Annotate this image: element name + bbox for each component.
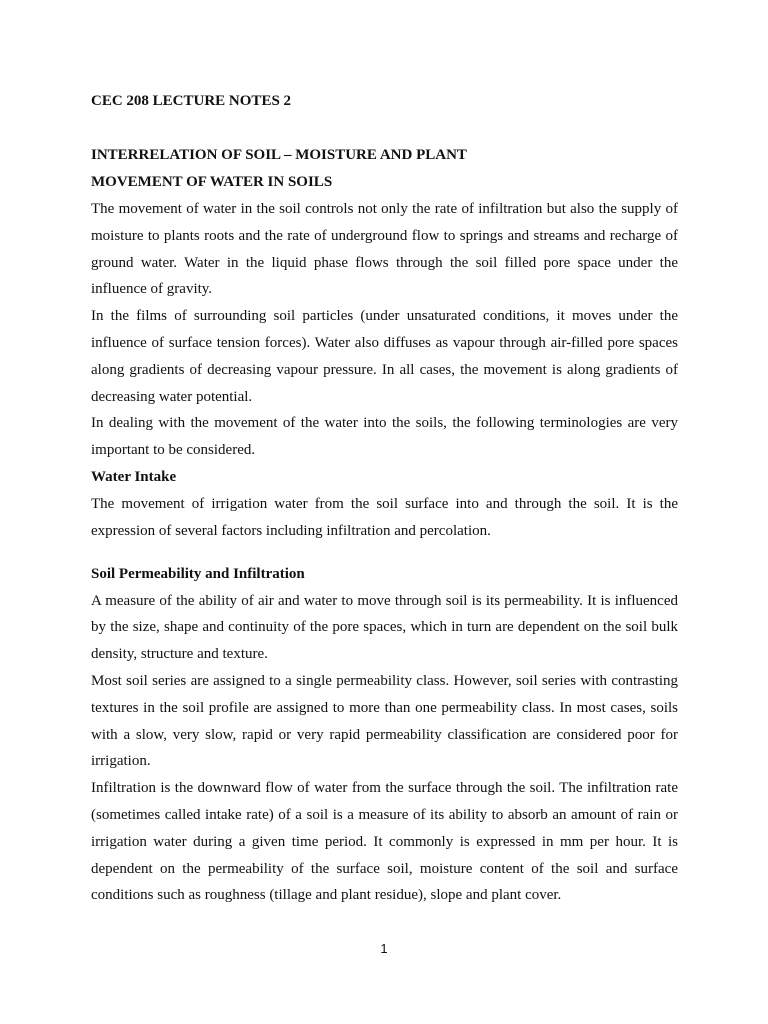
subheading-water-intake: Water Intake (91, 468, 177, 485)
paragraph-water-movement: The movement of water in the soil controls not only the rate of infiltration but also the supply of moisture to plants roots and the rate of underground flow to springs and streams and recharge of ground water. Water in the liquid phase flows through the soil filled pore space under the influence of gravity. (91, 201, 678, 298)
paragraph-water-intake: The movement of irrigation water from the soil surface into and through the soil. It is the expression of several factors including infiltration and percolation. (91, 495, 678, 539)
main-heading: INTERRELATION OF SOIL – MOISTURE AND PLANT (91, 147, 467, 163)
paragraph-terminologies: In dealing with the movement of the water into the soils, the following terminologies are very important to be considered. (91, 415, 678, 459)
paragraph-permeability-definition: A measure of the ability of air and water to move through soil is its permeability. It is influenced by the size, shape and continuity of the pore spaces, which in turn are dependent on the soil bulk density, structure and texture. (91, 592, 678, 663)
paragraph-soil-films: In the films of surrounding soil particles (under unsaturated conditions, it moves under the influence of surface tension forces). Water also diffuses as vapour through air-filled pore spaces along gradients of decreasing vapour pressure. In all cases, the movement is along gradients of decreasing water potential. (91, 308, 678, 405)
document-title: CEC 208 LECTURE NOTES 2 (91, 93, 292, 109)
section-spacer (91, 545, 678, 561)
title-spacer (91, 115, 678, 142)
section-heading: MOVEMENT OF WATER IN SOILS (91, 174, 333, 190)
subheading-permeability: Soil Permeability and Infiltration (91, 565, 305, 582)
page-number: 1 (380, 941, 388, 956)
paragraph-permeability-class: Most soil series are assigned to a single permeability class. However, soil series with contrasting textures in the soil profile are assigned to more than one permeability class. In most cases, soils with a slow, very slow, rapid or very rapid permeability classification are considered poor for irrigation. (91, 672, 678, 770)
paragraph-infiltration: Infiltration is the downward flow of water from the surface through the soil. The infiltration rate (sometimes called intake rate) of a soil is a measure of its ability to absorb an amount of rain or irrigation water during a given time period. It commonly is expressed in mm per hour. It is dependent on the permeability of the surface soil, moisture content of the soil and surface conditions such as roughness (tillage and plant residue), slope and plant cover. (91, 780, 678, 904)
page-content (91, 88, 678, 909)
